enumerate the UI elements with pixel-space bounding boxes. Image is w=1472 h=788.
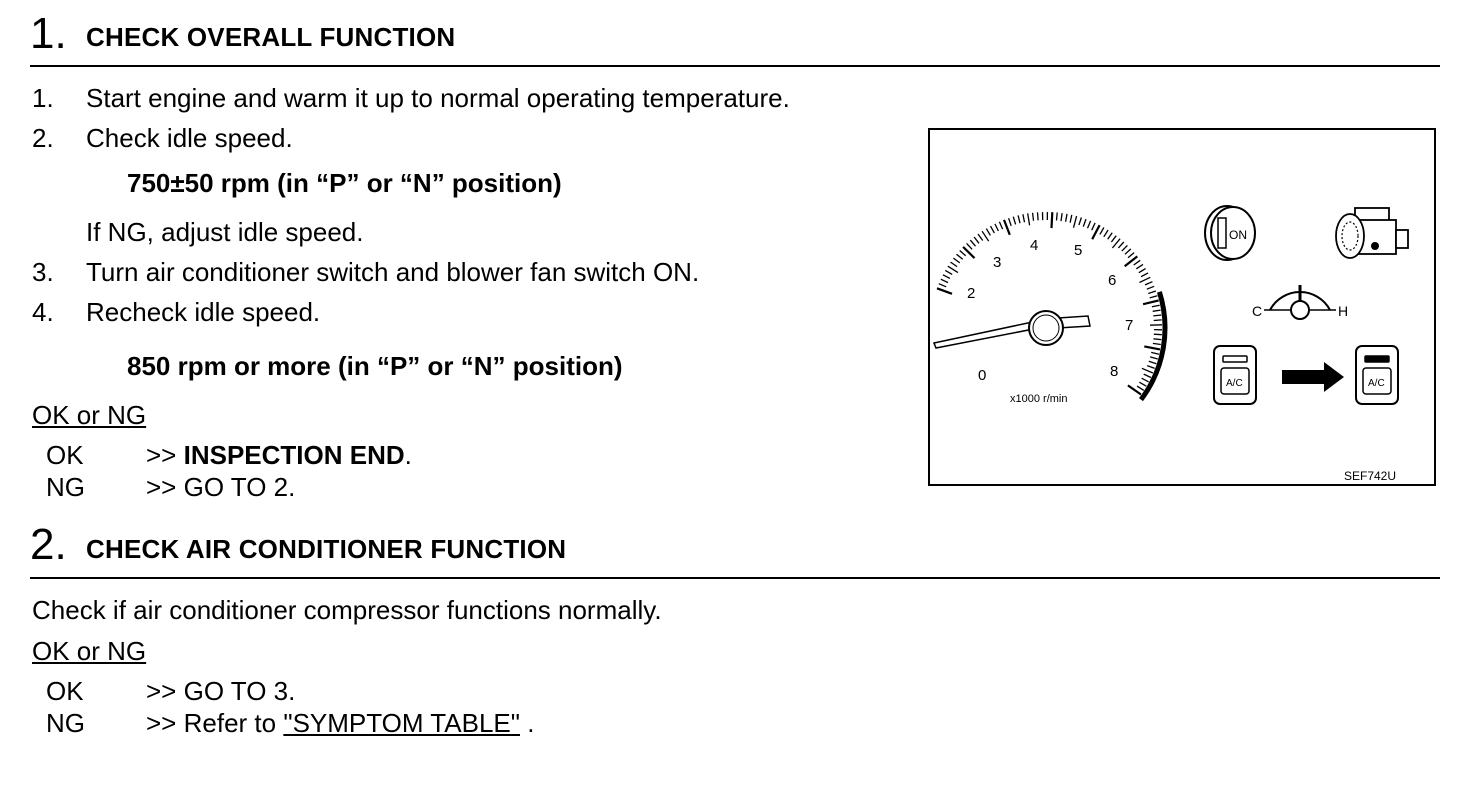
gauge-tick-mark xyxy=(991,226,995,233)
step-2-title: CHECK AIR CONDITIONER FUNCTION xyxy=(86,534,567,564)
gauge-tick-mark xyxy=(1148,291,1156,294)
gauge-tick-mark xyxy=(1079,218,1082,226)
gauge-tick-mark xyxy=(1083,219,1086,227)
step-2-ng-refer: Refer to xyxy=(183,708,277,738)
step-1-item-2-text: Check idle speed. xyxy=(86,123,293,153)
recheck-speed-spec: 850 rpm or more (in “P” or “N” position) xyxy=(127,351,623,381)
gauge-tick-mark xyxy=(1140,277,1151,282)
gauge-tick-mark xyxy=(1147,366,1155,369)
gauge-tick-mark xyxy=(1061,213,1062,221)
gauge-tick-0: 0 xyxy=(978,367,987,384)
step-1-ng-result xyxy=(146,472,295,502)
gauge-tick-3: 3 xyxy=(993,254,1002,271)
step-2-ok-result xyxy=(146,676,295,706)
step-1-ng-prefix: >> xyxy=(146,472,177,502)
gauge-tick-mark xyxy=(1142,368,1153,373)
step-1-title: CHECK OVERALL FUNCTION xyxy=(86,22,456,52)
gauge-tick-4: 4 xyxy=(1030,237,1039,254)
gauge-tick-mark xyxy=(1118,242,1123,248)
gauge-unit: x1000 r/min xyxy=(1010,393,1068,405)
ac-on-label: A/C xyxy=(1368,378,1385,389)
step-1-ng-action[interactable]: GO TO 2. xyxy=(183,472,296,502)
step-2-ng-suffix: . xyxy=(527,708,535,738)
gauge-tick-mark xyxy=(1149,361,1157,363)
gauge-tick-mark xyxy=(1070,215,1072,223)
gauge-tick-mark xyxy=(957,254,963,259)
temp-hot-label: H xyxy=(1338,303,1349,319)
gauge-tick-mark xyxy=(1144,346,1160,349)
step-1-item-4-text: Recheck idle speed. xyxy=(86,297,321,327)
gauge-tick-2: 2 xyxy=(967,285,976,302)
gauge-tick-mark xyxy=(951,262,958,267)
gauge-tick-mark xyxy=(974,237,979,243)
gauge-tick-mark xyxy=(1152,305,1160,307)
ac-switch-off-icon xyxy=(1214,346,1256,404)
step-2-ok-prefix: >> xyxy=(146,676,177,706)
gauge-tick-mark xyxy=(953,258,959,263)
step-1-ok-result xyxy=(146,440,412,470)
step-1-rule xyxy=(30,65,1440,67)
key-on-label: ON xyxy=(1229,228,1247,242)
gauge-tick-mark xyxy=(1038,212,1039,220)
step-1-ng-label: NG xyxy=(46,472,85,502)
engine-icon xyxy=(1336,208,1408,258)
step-2-ng-result xyxy=(146,708,534,738)
gauge-tick-mark xyxy=(986,229,990,236)
gauge-tick-mark xyxy=(963,247,974,258)
tachometer-ticks xyxy=(937,212,1162,395)
gauge-tick-mark xyxy=(1153,343,1161,344)
ac-switch-on-icon xyxy=(1356,346,1398,404)
step-2-ng-prefix: >> xyxy=(146,708,177,738)
tachometer-needle xyxy=(934,311,1090,348)
gauge-tick-mark xyxy=(1104,230,1108,237)
gauge-tick-mark xyxy=(1023,214,1025,222)
gauge-tick-mark xyxy=(960,251,966,256)
step-1-item-1-text: Start engine and warm it up to normal operating temperature. xyxy=(86,83,790,113)
step-2-text: Check if air conditioner compressor functions normally. xyxy=(32,595,662,625)
step-1-ok-label: OK xyxy=(46,440,84,470)
gauge-tick-mark xyxy=(1122,245,1128,251)
idle-speed-spec: 750±50 rpm (in “P” or “N” position) xyxy=(127,168,562,198)
gauge-tick-mark xyxy=(999,222,1002,229)
gauge-tick-mark xyxy=(1151,352,1159,354)
coolant-temperature-icon xyxy=(1252,285,1348,319)
gauge-tick-mark xyxy=(1153,315,1161,316)
ignition-key-on-icon xyxy=(1205,206,1255,260)
gauge-tick-mark xyxy=(1154,320,1162,321)
gauge-tick-mark xyxy=(1144,374,1151,377)
gauge-tick-mark xyxy=(1143,300,1159,304)
gauge-tick-mark xyxy=(945,270,952,274)
gauge-tick-mark xyxy=(1139,382,1146,386)
gauge-tick-mark xyxy=(1004,220,1010,235)
gauge-tick-mark xyxy=(1111,236,1116,242)
ac-off-label: A/C xyxy=(1226,378,1243,389)
gauge-tick-mark xyxy=(982,231,989,241)
step-1-number: 1. xyxy=(30,9,67,58)
gauge-tick-mark xyxy=(1142,378,1149,382)
gauge-tick-8: 8 xyxy=(1110,363,1119,380)
gauge-tick-mark xyxy=(1074,216,1077,228)
step-2-rule xyxy=(30,577,1440,579)
gauge-tick-mark xyxy=(1128,253,1134,258)
step-2-result-heading: OK or NG xyxy=(32,636,147,666)
step-1-item-3-num: 3. xyxy=(32,257,54,287)
gauge-tick-mark xyxy=(1009,218,1012,226)
gauge-tick-mark xyxy=(970,240,975,246)
gauge-tick-mark xyxy=(943,275,950,279)
step-2-ok-action[interactable]: GO TO 3. xyxy=(183,676,296,706)
gauge-tick-mark xyxy=(1141,273,1148,277)
step-2-ok-label: OK xyxy=(46,676,84,706)
gauge-tick-mark xyxy=(978,234,983,241)
tachometer xyxy=(934,212,1165,405)
gauge-tick-mark xyxy=(995,224,999,231)
gauge-tick-mark xyxy=(1150,296,1158,298)
step-1-item-4-num: 4. xyxy=(32,297,54,327)
gauge-tick-mark xyxy=(1092,223,1095,230)
symptom-table-link[interactable]: "SYMPTOM TABLE" xyxy=(283,708,520,738)
gauge-tick-mark xyxy=(1139,269,1146,273)
temp-cold-label: C xyxy=(1252,303,1263,319)
gauge-tick-mark xyxy=(941,279,948,282)
gauge-tick-mark xyxy=(1154,334,1162,335)
gauge-tick-mark xyxy=(1066,214,1067,222)
gauge-tick-5: 5 xyxy=(1074,242,1083,259)
gauge-tick-mark xyxy=(1108,233,1113,240)
gauge-tick-mark xyxy=(1013,217,1015,225)
gauge-tick-mark xyxy=(1125,256,1138,266)
step-1-result-heading: OK or NG xyxy=(32,400,147,430)
gauge-tick-mark xyxy=(1018,215,1020,223)
gauge-tick-mark xyxy=(1088,221,1091,228)
gauge-tick-mark xyxy=(1033,213,1034,221)
step-1-item-3-text: Turn air conditioner switch and blower fan switch ON. xyxy=(86,257,700,287)
gauge-tick-mark xyxy=(1136,264,1143,268)
figure-id: SEF742U xyxy=(1344,469,1397,483)
idle-speed-figure xyxy=(928,128,1436,486)
adjust-note: If NG, adjust idle speed. xyxy=(86,217,364,247)
gauge-tick-mark xyxy=(948,266,958,272)
gauge-tick-mark xyxy=(1147,286,1154,289)
gauge-tick-mark xyxy=(1154,339,1162,340)
gauge-tick-mark xyxy=(967,243,973,249)
gauge-tick-mark xyxy=(1125,249,1131,254)
step-2-number: 2. xyxy=(30,520,67,569)
gauge-tick-mark xyxy=(1057,213,1058,221)
gauge-tick-7: 7 xyxy=(1125,317,1134,334)
gauge-tick-mark xyxy=(1150,357,1158,359)
arrow-right-icon xyxy=(1282,362,1344,392)
step-1-ok-suffix: . xyxy=(404,440,412,470)
gauge-tick-mark xyxy=(939,284,946,287)
gauge-tick-mark xyxy=(1134,260,1141,265)
gauge-tick-mark xyxy=(937,288,952,294)
figure-illustration xyxy=(930,130,1433,483)
gauge-tick-mark xyxy=(1145,282,1152,285)
step-2-ng-label: NG xyxy=(46,708,85,738)
gauge-tick-mark xyxy=(1052,212,1053,228)
gauge-tick-mark xyxy=(1100,228,1104,235)
gauge-tick-mark xyxy=(1028,213,1030,225)
gauge-tick-mark xyxy=(1153,310,1161,311)
inspection-end: INSPECTION END xyxy=(183,440,405,470)
gauge-tick-mark xyxy=(1137,386,1144,390)
gauge-tick-6: 6 xyxy=(1108,272,1117,289)
step-1-item-2-num: 2. xyxy=(32,123,54,153)
step-1-item-1-num: 1. xyxy=(32,83,54,113)
step-1-ok-prefix: >> xyxy=(146,440,177,470)
